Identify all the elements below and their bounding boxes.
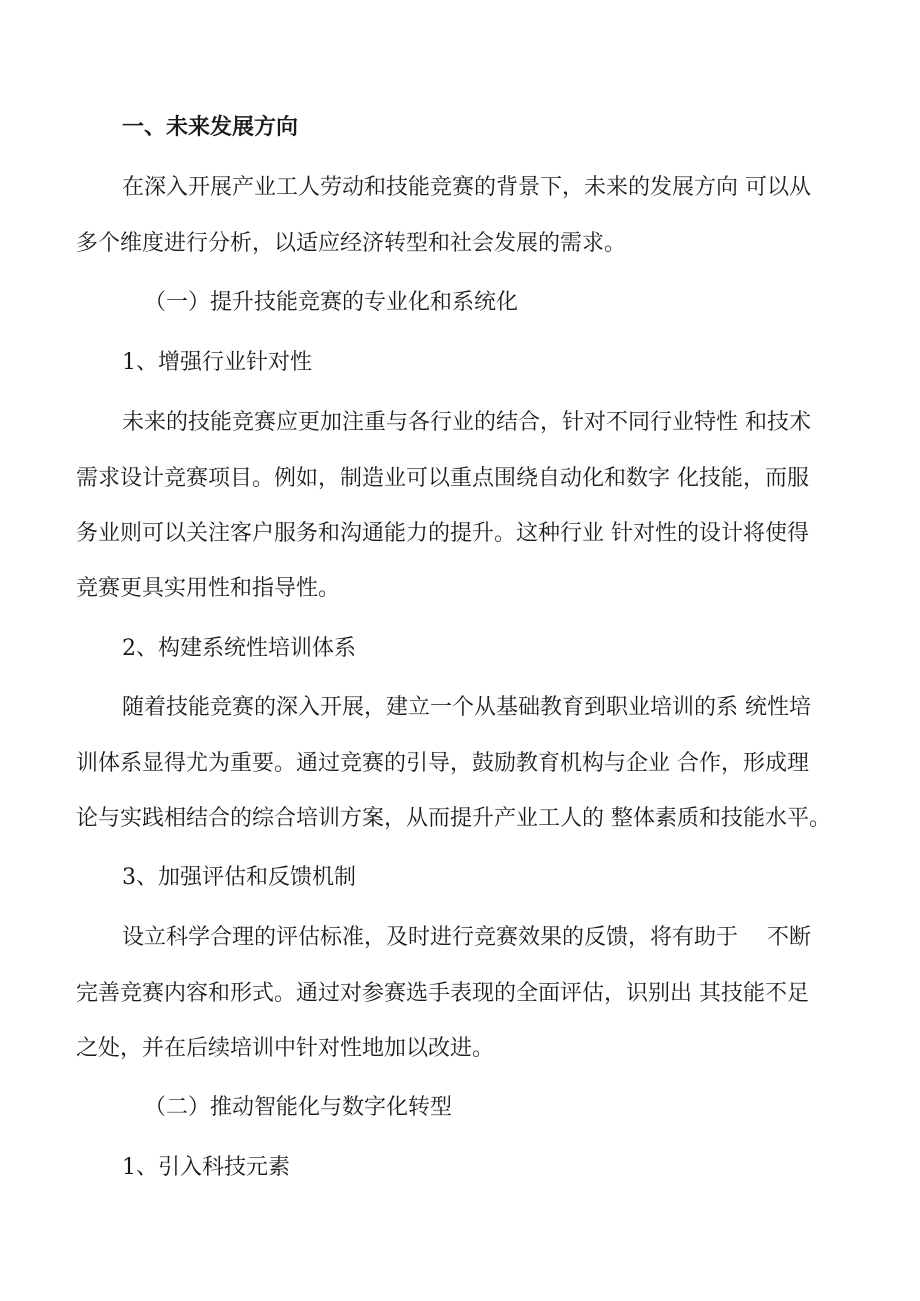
item3-line-1: 设立科学合理的评估标准，及时进行竞赛效果的反馈，将有助于 不断 (122, 925, 811, 950)
item2-line-3: 论与实践相结合的综合培训方案，从而提升产业工人的 整体素质和技能水平。 (76, 806, 831, 831)
subsection-title-2: （二）推动智能化与数字化转型 (144, 1095, 453, 1120)
subsection-title-1: （一）提升技能竞赛的专业化和系统化 (144, 290, 519, 315)
item2-line-2: 训体系显得尤为重要。通过竞赛的引导，鼓励教育机构与企业 合作，形成理 (76, 751, 809, 776)
item-title-1: 1、增强行业针对性 (122, 350, 312, 375)
item3-line-2: 完善竞赛内容和形式。通过对参赛选手表现的全面评估，识别出 其技能不足 (76, 981, 809, 1006)
item3-line-3: 之处，并在后续培训中针对性地加以改进。 (76, 1036, 495, 1061)
item-title-3: 3、加强评估和反馈机制 (122, 865, 356, 890)
item1-line-4: 竞赛更具实用性和指导性。 (76, 576, 341, 601)
item2-line-1: 随着技能竞赛的深入开展，建立一个从基础教育到职业培训的系 统性培 (122, 695, 811, 720)
item-title-4: 1、引入科技元素 (122, 1155, 290, 1180)
item-title-2: 2、构建系统性培训体系 (122, 636, 356, 661)
item1-line-3: 务业则可以关注客户服务和沟通能力的提升。这种行业 针对性的设计将使得 (76, 521, 809, 546)
item1-line-2: 需求设计竞赛项目。例如，制造业可以重点围绕自动化和数字 化技能，而服 (76, 466, 809, 491)
intro-line-2: 多个维度进行分析，以适应经济转型和社会发展的需求。 (76, 231, 627, 256)
section-heading: 一、未来发展方向 (122, 115, 299, 140)
intro-line-1: 在深入开展产业工人劳动和技能竞赛的背景下，未来的发展方向 可以从 (122, 175, 811, 200)
item1-line-1: 未来的技能竞赛应更加注重与各行业的结合，针对不同行业特性 和技术 (122, 410, 811, 435)
